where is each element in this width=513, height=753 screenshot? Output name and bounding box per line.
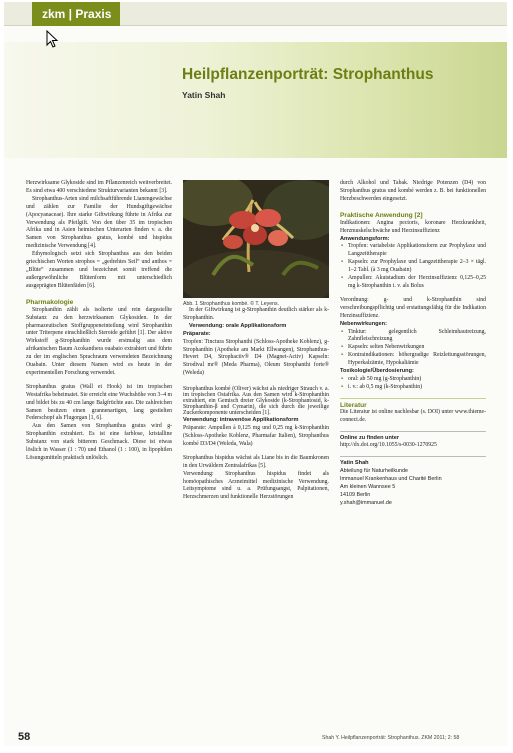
doi-link[interactable]: http://dx.doi.org/10.1055/s-0030-1270925 — [340, 442, 437, 449]
header-bar — [4, 2, 507, 26]
paragraph: Aus den Samen von Strophanthus gratus wird g-Strophanthin extrahiert. Es ist eine farblose, kristalline Substanz von stark bitterem Geschmack. Diese ist etwas löslich in Wasser (1 : 70) und Ethanol (1 : 100), in lipophilen Lösungsmitteln praktisch unlöslich. — [26, 423, 172, 461]
list-item: ▪ Tinktur: gelegentlich Schleimhautreizung, Zahnfleischreizung — [348, 329, 486, 345]
list-item: ▪ Kapseln: selten Nebenwirkungen — [348, 344, 486, 352]
paragraph: Strophanthus hispidus wächst als Liane bis in die Baumkronen in den Urwäldern Zentralafrikas [5]. — [183, 454, 329, 469]
article-author: Yatin Shah — [182, 90, 226, 100]
paragraph: Verwendung: Strophanthus hispidus findet als homöopathisches Arzneimittel medizinische Verwendung. Leitsymptome sind u. a. Prüfungsangst, Palpitationen, Herzschmerzen und funktionelle Herzstörungen — [183, 470, 329, 501]
document-page — [4, 2, 507, 746]
title-band — [4, 42, 507, 158]
preparations-label: Präparate: — [183, 330, 211, 337]
address-name: Yatin Shah — [340, 460, 369, 467]
paragraph: In der Giftwirkung ist g-Strophanthin deutlich stärker als k-Strophanthin. — [183, 307, 329, 321]
strophanthus-photo — [183, 180, 329, 298]
literature-heading: Literatur — [340, 398, 486, 409]
author-address — [340, 456, 486, 507]
paragraph: Strophanthus gratus (Wall et Hook) ist im tropischen Westafrika beheimatet. Sie erreicht eine Wuchshöhe von 3–4 m und bildet bis zu 40 cm lange Balgfrüchte aus. Die zahlreichen Samen besitzen einen grannenartigen, lang gestielten Federschopf als Flugorgan [1, 6]. — [26, 383, 172, 422]
list-item: ▪ oral: ab 50 mg (g-Strophanthin) — [348, 376, 486, 384]
footer-citation: Shah Y. Heilpflanzenporträt: Strophanthus. ZKM 2011; 2: 58 — [322, 735, 460, 741]
usage-label: Verwendung: intravenöse Applikationsform — [183, 417, 299, 424]
side-effects-list — [340, 329, 486, 369]
section-heading: Pharmakologie — [26, 298, 74, 306]
flower-image-icon — [183, 180, 329, 298]
article-title: Heilpflanzenporträt: Strophanthus — [182, 66, 434, 83]
address-line: Immanuel Krankenhaus und Charité Berlin — [340, 476, 442, 483]
list-item: ▪ Kapseln: zur Prophylaxe und Langzeittherapie 2–3 × tägl. 1–2 Tabl. (à 3 mg Ouabain) — [348, 259, 486, 275]
indications-text: Indikationen: Angina pectoris, koronare Herzkrankheit, Herzmuskelschwäche und Herzinsuffizienz — [340, 219, 486, 234]
preparations-text: Präparate: Ampullen à 0,125 mg und 0,25 mg k-Strophanthin (Schloss-Apotheke Koblenz, Pharmafar Italien), Strophanthus kombé D3/D4 (Weleda, Wala) — [183, 425, 329, 447]
text-column-3 — [340, 180, 486, 508]
list-item: ▪ Ampullen: Akutstadium der Herzinsuffizienz 0,125–0,25 mg k-Strophanthin i. v. als Bolus — [348, 275, 486, 291]
paragraph: durch Alkohol und Tabak. Niedrige Potenzen (D4) von Strophanthus gratus und kombé werden z. B. bei funktionellen Herzbeschwerden eingesetzt. — [340, 180, 486, 202]
prescription-text: Verordnung: g- und k-Strophanthin sind verschreibungspflichtig und erstattungsfähig für die Indikation Herzinsuffizienz. — [340, 296, 486, 319]
usage-label: Verwendung: orale Applikationsform — [189, 322, 287, 329]
page-number: 58 — [18, 731, 31, 743]
text-column-2 — [183, 180, 329, 502]
paragraph: Herzwirksame Glykoside sind im Pflanzenreich weitverbreitet. Es sind etwa 400 verschiedene Strukturvarianten bekannt [3]. — [26, 180, 172, 194]
paragraph: Strophanthin zählt als isolierte und rein dargestellte Substanz zu den herzwirksamen Glykosiden. In der pharmazeutischen Stoffgruppeneinteilung wird Strophanthin unter Triterpene einschließlich Steroide geführt [1]. Der aktive Wirkstoff g-Strophanthin wurde erstmalig aus dem afrikanischen Baum Acokanthera ouabaio extrahiert und führte zu der im englischen Sprachraum verwendeten Bezeichnung Ouabain. Unter diesem Namen wird es heute in der experimentellen Forschung verwendet. — [26, 306, 172, 376]
list-item: ▪ Tropfen: variabelste Applikationsform zur Prophylaxe und Langzeittherapie — [348, 243, 486, 259]
section-heading: Strophanthus kombé (Oliver) wächst als niedriger Strauch v. a. im tropischen Ostafrika. Aus den Samen wird k-Strophanthin extrahiert, ein Gemisch dreier Glykoside (k-Strophantosid, k-Strophanthin-β und Cymarin), die sich durch die jeweilige Zuckerkomponente unterscheiden [1]. — [183, 386, 329, 417]
image-caption: Abb. 1 Strophanthus kombé. © T. Leyens. — [183, 301, 280, 307]
text-column-1 — [26, 180, 172, 463]
address-line: 14109 Berlin — [340, 492, 371, 498]
toxicology-list — [340, 376, 486, 392]
online-heading: Online zu finden unter — [340, 434, 400, 441]
section-heading: Praktische Anwendung [2] — [340, 211, 423, 219]
paragraph: Strophanthus-Arten sind milchsaftführende Lianengewächse und zählen zur Familie der Hundsgiftgewächse (Apocyanaceae). Ihre starke Giftwirkung führte in Afrika zur Verwendung als Pfeilgift. Von den über 35 im tropischen Afrika und in Asien heimischen Unterarten finden v. a. die Samen von Strophanthus gratus, kombé und hispidus medizinische Verwendung [4]. — [26, 195, 172, 250]
form-list — [340, 243, 486, 290]
literature-text: Die Literatur ist online nachlesbar (s. DOI) unter www.thieme-connect.de. — [340, 408, 486, 423]
address-line: Am kleinen Wannsee 5 — [340, 484, 396, 491]
side-effects-label: Nebenwirkungen: — [340, 320, 387, 327]
email-link[interactable]: y.shah@immanuel.de — [340, 499, 392, 506]
toxicology-label: Toxikologie/Überdosierung: — [340, 368, 414, 375]
online-block — [340, 431, 486, 451]
section-tab: zkm | Praxis — [32, 2, 120, 26]
preparations-text: Tropfen: Tinctura Strophanthi (Schloss-Apotheke Koblenz), g-Strophanthin (Apotheke am Markt Ellwangen), Strophanthus-Hevert D4, Strophactiv® D4 (Magnet-Activ) Kapseln: Strodival mr® (Meda Pharma), Oleum Strophanthi forte® (Weleda) — [183, 338, 329, 377]
list-item: ▪ i. v.: ab 0,5 mg (k-Strophanthin) — [348, 384, 486, 392]
form-label: Anwendungsform: — [340, 235, 390, 242]
mouse-cursor-icon — [46, 30, 60, 48]
paragraph: Ethymologisch setzt sich Strophanthus aus den beiden griechischen Worten strophos = „gedrehtes Seil“ und anthos = „Blüte“ zusammen und bezeichnet somit treffend die außergewöhnliche Blütenform mit unterschiedlich ausgeprägten Blütenfäden [6]. — [26, 251, 172, 289]
list-item: ▪ Kontraindikationen: höhergradige Reizleitungsstörungen, Hyperkalzämie, Hypokaliämie — [348, 352, 486, 368]
address-line: Abteilung für Naturheilkunde — [340, 468, 409, 475]
